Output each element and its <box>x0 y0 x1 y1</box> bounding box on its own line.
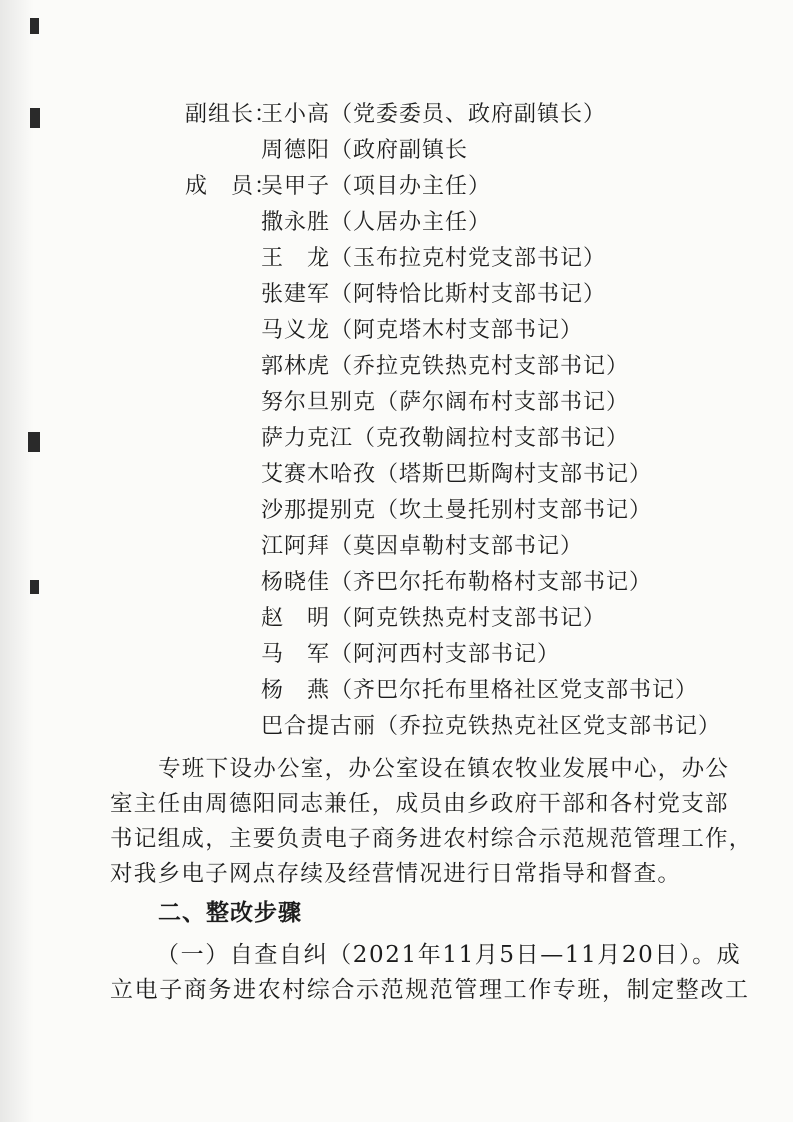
member-row <box>185 208 491 238</box>
member-role: 副组长： <box>185 102 278 127</box>
member-title: （玉布拉克村党支部书记） <box>330 246 607 271</box>
paragraph-line: （一）自查自纠（2021年11月5日—11月20日）。成 <box>156 942 742 968</box>
member-name: 努尔旦别克 <box>261 390 377 415</box>
member-name: 吴甲子 <box>261 174 331 199</box>
member-name: 杨 燕 <box>261 678 331 703</box>
step-paragraph <box>110 938 750 1008</box>
member-row <box>185 640 560 670</box>
member-row <box>185 532 583 562</box>
member-title: （人居办主任） <box>330 210 492 235</box>
member-name: 沙那提别克 <box>261 498 377 523</box>
member-row <box>185 388 629 418</box>
member-name: 杨晓佳 <box>261 570 331 595</box>
member-title: （阿特恰比斯村支部书记） <box>330 282 607 307</box>
member-row <box>185 136 468 166</box>
member-row <box>185 244 606 274</box>
member-title: （阿克塔木村支部书记） <box>330 318 584 343</box>
member-title: （克孜勒阔拉村支部书记） <box>353 426 630 451</box>
member-row <box>185 352 629 382</box>
member-name: 马义龙 <box>261 318 331 343</box>
member-name: 江阿拜 <box>261 534 331 559</box>
member-name: 郭林虎 <box>261 354 331 379</box>
member-name: 赵 明 <box>261 606 331 631</box>
member-row <box>185 712 721 742</box>
member-row <box>185 496 652 526</box>
member-title: （塔斯巴斯陶村支部书记） <box>376 462 653 487</box>
member-title: （项目办主任） <box>330 174 492 199</box>
paragraph-line: 专班下设办公室，办公室设在镇农牧业发展中心，办公 <box>158 756 730 782</box>
member-title: （阿克铁热克村支部书记） <box>330 606 607 631</box>
member-row <box>185 172 491 202</box>
paragraph-line: 立电子商务进农村综合示范规范管理工作专班，制定整改工 <box>110 977 750 1003</box>
member-name: 王小高 <box>261 102 331 127</box>
member-row <box>185 280 606 310</box>
member-row <box>185 100 606 130</box>
member-row <box>185 316 583 346</box>
member-row <box>185 568 652 598</box>
member-role: 成 员： <box>185 174 278 199</box>
member-title: （坎土曼托别村支部书记） <box>376 498 653 523</box>
paragraph-line: 书记组成，主要负责电子商务进农村综合示范规范管理工作， <box>110 826 753 852</box>
member-row <box>185 424 629 454</box>
member-name: 马 军 <box>261 642 331 667</box>
member-title: （萨尔阔布村支部书记） <box>376 390 630 415</box>
member-title: （政府副镇长 <box>330 138 469 163</box>
paragraph-line: 对我乡电子网点存续及经营情况进行日常指导和督查。 <box>110 861 682 887</box>
member-name: 张建军 <box>261 282 331 307</box>
member-name: 艾赛木哈孜 <box>261 462 377 487</box>
member-title: （齐巴尔托布里格社区党支部书记） <box>330 678 699 703</box>
member-row <box>185 604 606 634</box>
paragraph-line: 室主任由周德阳同志兼任，成员由乡政府干部和各村党支部 <box>110 791 729 817</box>
member-row <box>185 676 698 706</box>
member-title: （党委委员、政府副镇长） <box>330 102 607 127</box>
member-title: （莫因卓勒村支部书记） <box>330 534 584 559</box>
member-row <box>185 460 652 490</box>
office-paragraph <box>110 752 753 892</box>
member-title: （乔拉克铁热克社区党支部书记） <box>376 714 722 739</box>
member-title: （齐巴尔托布勒格村支部书记） <box>330 570 653 595</box>
section-heading: 二、整改步骤 <box>158 900 302 926</box>
member-name: 周德阳 <box>261 138 331 163</box>
member-name: 王 龙 <box>261 246 331 271</box>
member-name: 萨力克江 <box>261 426 354 451</box>
member-name: 撒永胜 <box>261 210 331 235</box>
member-title: （阿河西村支部书记） <box>330 642 561 667</box>
member-title: （乔拉克铁热克村支部书记） <box>330 354 630 379</box>
member-name: 巴合提古丽 <box>261 714 377 739</box>
